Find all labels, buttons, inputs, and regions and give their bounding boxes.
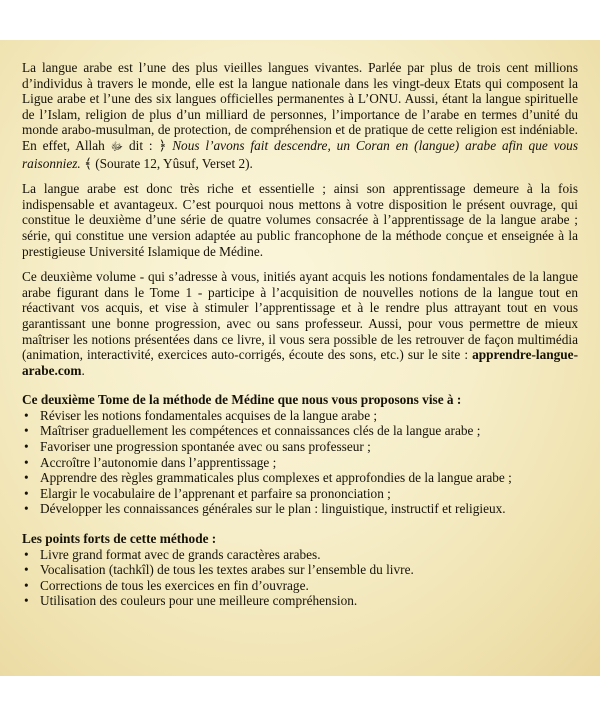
list-item: • Vocalisation (tachkîl) de tous les textes arabes sur l’ensemble du livre. (24, 562, 414, 578)
bullet-icon: • (24, 439, 29, 455)
bullet-icon: • (24, 470, 29, 486)
list-item: • Elargir le vocabulaire de l’apprenant et parfaire sa prononciation ; (24, 485, 391, 501)
list-item: • Maîtriser graduellement les compétences et connaissances clés de la langue arabe ; (24, 423, 481, 439)
volume-paragraph (22, 269, 578, 378)
intro-paragraph (22, 60, 578, 171)
bullet-icon: • (24, 423, 29, 439)
quran-quote: Nous l’avons fait descendre, un Coran en (langue) arabe afin que vous raisonniez. (22, 137, 579, 171)
list-item: • Accroître l’autonomie dans l’apprentissage ; (24, 454, 277, 470)
honorific-glyph: ﷻ (110, 140, 124, 153)
strengths-heading: Les points forts de cette méthode : (22, 531, 217, 547)
list-item: • Développer les connaissances générales sur le plan : linguistique, instructif et religieux. (24, 501, 506, 517)
bullet-icon: • (24, 501, 29, 517)
list-item: • Réviser les notions fondamentales acquises de la langue arabe ; (24, 407, 378, 423)
quote-close-glyph: ﴾ (84, 155, 92, 171)
bullet-icon: • (24, 407, 29, 423)
bullet-icon: • (24, 577, 29, 593)
list-item: • Apprendre des règles grammaticales plus complexes et approfondies de la langue arabe ; (24, 470, 512, 486)
bullet-icon: • (24, 546, 29, 562)
objectives-list (22, 408, 578, 517)
website-link[interactable]: apprendre-langue-arabe.com (22, 347, 579, 378)
list-item: • Utilisation des couleurs pour une meilleure compréhension. (24, 593, 358, 609)
volume-text: Ce deuxième volume - qui s’adresse à vous, initiés ayant acquis les notions fondamentales de la langue arabe figurant dans le Tome 1 - participe à l’acquisition de nouvelles notions de la langue tout en réactivant vos acquis, et vise à stimuler l’apprentissage et à le rendre plus attrayant tout en vous garantissant une bonne progression, avec ou sans professeur. Aussi, pour vous permettre de mieux maîtriser les notions présentées dans ce livre, il vous sera possible de les retrouver de façon multimédia (animation, interactivité, exercices auto-corrigés, écoute des sons, etc.) sur le site : (22, 269, 578, 363)
bullet-icon: • (24, 562, 29, 578)
intro-dit: dit : (128, 137, 153, 153)
list-item: • Livre grand format avec de grands caractères arabes. (24, 546, 321, 562)
intro-text: La langue arabe est l’une des plus vieilles langues vivantes. Parlée par plus de trois cent millions d’individus à travers le monde, elle est la langue nationale dans les vingt-deux Etats qui composent la Ligue arabe et l’une des six langues officielles permanentes à L’ONU. Aussi, étant la langue spirituelle de l’Islam, religion de plus d’un milliard de personnes, l’importance de l’arabe en termes d’unité du monde arabo-musulman, de protection, de compréhension et de pratique de cette religion est indéniable. En effet, Allah (22, 60, 578, 153)
volume-end: . (81, 362, 85, 378)
quote-reference: (Sourate 12, Yûsuf, Verset 2). (95, 155, 253, 171)
list-item: • Corrections de tous les exercices en fin d’ouvrage. (24, 577, 309, 593)
strengths-list (22, 547, 578, 609)
objectives-heading: Ce deuxième Tome de la méthode de Médine que nous vous proposons vise à : (22, 392, 462, 408)
list-item: • Favoriser une progression spontanée avec ou sans professeur ; (24, 439, 371, 455)
bullet-icon: • (24, 454, 29, 470)
bullet-icon: • (24, 593, 29, 609)
quote-open-glyph: ﴿ (158, 137, 167, 153)
text-panel (0, 40, 600, 676)
series-paragraph: La langue arabe est donc très riche et essentielle ; ainsi son apprentissage demeure à la fois indispensable et avantageux. C’est pourquoi nous mettons à votre disposition le présent ouvrage, qui constitue le deuxième d’une série de quatre volumes consacrée à l’apprentissage de la langue arabe ; série, qui constitue une version adaptée au public francophone de la méthode conçue et enseignée à la prestigieuse Université Islamique de Médine. (22, 181, 578, 259)
bullet-icon: • (24, 485, 29, 501)
